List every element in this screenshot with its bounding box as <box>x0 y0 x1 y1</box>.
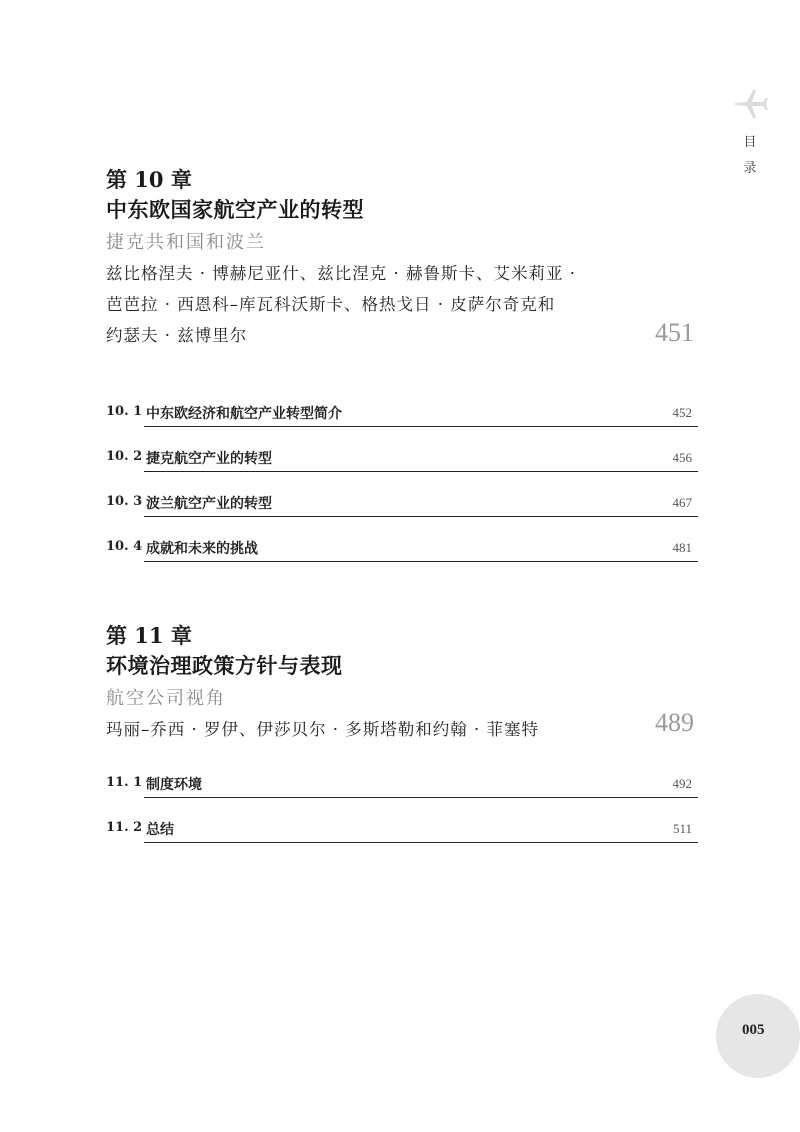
toc-entry[interactable] <box>106 535 698 580</box>
section-title: 总结 <box>146 822 174 838</box>
chapter-number: 第 10 章 <box>106 167 192 192</box>
airplane-icon <box>733 86 769 122</box>
author-line: 约瑟夫 · 兹博里尔 <box>106 326 248 345</box>
section-title: 制度环境 <box>146 777 202 793</box>
chapter-number: 第 11 章 <box>106 623 192 648</box>
section-page: 492 <box>672 776 692 791</box>
chapter-title: 中东欧国家航空产业的转型 <box>106 197 364 222</box>
divider <box>144 516 698 517</box>
divider <box>144 426 698 427</box>
section-number: 10. 1 <box>106 404 143 419</box>
divider <box>144 797 698 798</box>
chapter-10-sections <box>106 400 698 580</box>
toc-entry[interactable] <box>106 816 698 861</box>
section-number: 11. 1 <box>106 775 143 790</box>
section-number: 11. 2 <box>106 820 143 835</box>
chapter-title: 环境治理政策方针与表现 <box>106 653 343 678</box>
section-number: 10. 4 <box>106 539 143 554</box>
chapter-10 <box>106 166 700 351</box>
section-title: 波兰航空产业的转型 <box>146 496 272 512</box>
section-title: 中东欧经济和航空产业转型简介 <box>146 406 342 422</box>
section-number: 10. 2 <box>106 449 143 464</box>
section-page: 452 <box>672 405 692 420</box>
section-page: 511 <box>672 821 692 836</box>
chapter-authors <box>106 258 626 351</box>
chapter-subtitle: 航空公司视角 <box>106 688 226 709</box>
side-toc-char: 录 <box>743 161 757 176</box>
chapter-11-sections <box>106 771 698 861</box>
section-title: 成就和未来的挑战 <box>146 541 258 557</box>
section-title: 捷克航空产业的转型 <box>146 451 272 467</box>
section-number: 10. 3 <box>106 494 143 509</box>
side-toc-label <box>742 130 758 182</box>
page-number: 005 <box>742 1022 765 1038</box>
divider <box>144 471 698 472</box>
chapter-subtitle: 捷克共和国和波兰 <box>106 232 266 253</box>
author-line: 兹比格涅夫 · 博赫尼亚什、兹比涅克 · 赫鲁斯卡、艾米莉亚 · <box>106 264 576 283</box>
chapter-11 <box>106 622 700 745</box>
toc-entry[interactable] <box>106 445 698 490</box>
divider <box>144 561 698 562</box>
author-line: 玛丽–乔西 · 罗伊、伊莎贝尔 · 多斯塔勒和约翰 · 菲塞特 <box>106 720 539 739</box>
side-toc-char: 目 <box>743 135 757 150</box>
chapter-page-number[interactable]: 451 <box>655 318 694 347</box>
toc-entry[interactable] <box>106 490 698 535</box>
section-page: 467 <box>672 495 692 510</box>
author-line: 芭芭拉 · 西恩科–库瓦科沃斯卡、格热戈日 · 皮萨尔奇克和 <box>106 295 556 314</box>
chapter-authors <box>106 714 626 745</box>
section-page: 481 <box>672 540 692 555</box>
chapter-page-number[interactable]: 489 <box>655 708 694 737</box>
toc-entry[interactable] <box>106 400 698 445</box>
section-page: 456 <box>672 450 692 465</box>
toc-entry[interactable] <box>106 771 698 816</box>
divider <box>144 842 698 843</box>
